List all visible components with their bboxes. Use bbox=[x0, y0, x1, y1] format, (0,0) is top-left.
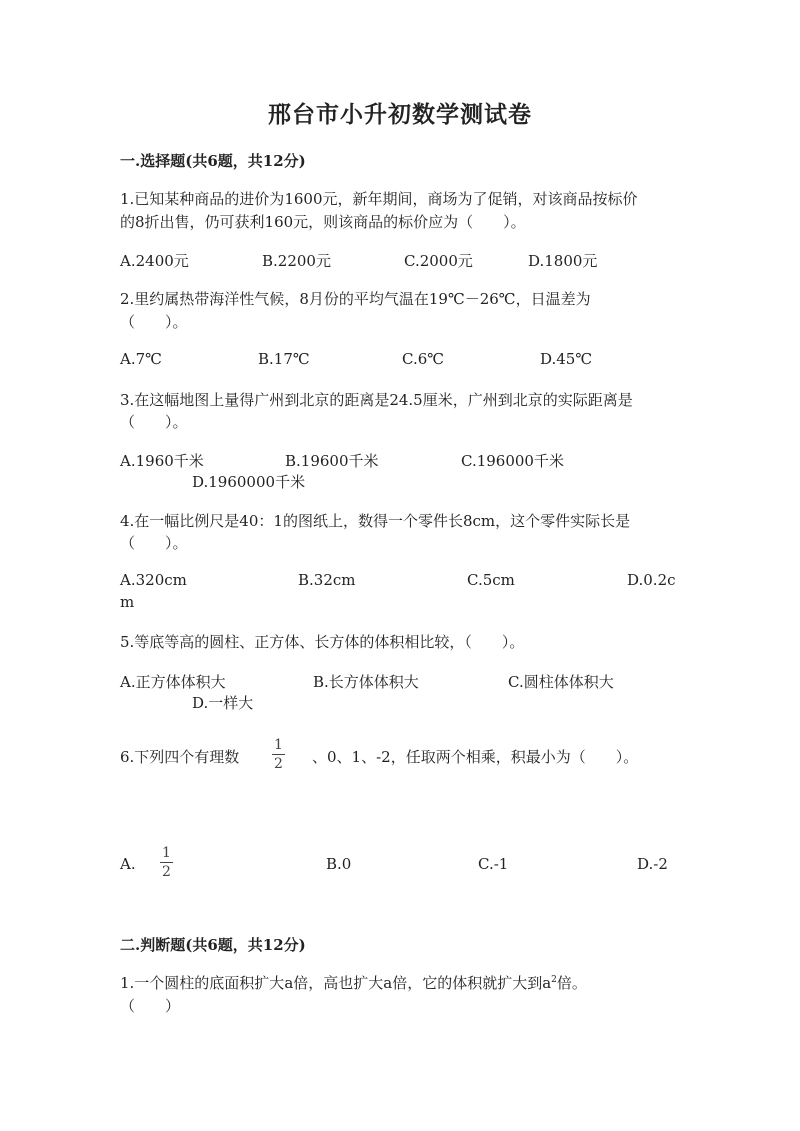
question-3-line-1: 3.在这幅地图上量得广州到北京的距离是24.5厘米，广州到北京的实际距离是 bbox=[120, 391, 633, 409]
question-4-option-c[interactable]: C.5cm bbox=[467, 571, 515, 589]
question-1-option-b[interactable]: B.2200元 bbox=[262, 252, 331, 270]
section-heading-judge: 二.判断题(共6题，共12分) bbox=[120, 936, 306, 954]
question-6-option-a[interactable]: A. bbox=[120, 855, 136, 873]
section-heading-choice: 一.选择题(共6题，共12分) bbox=[120, 152, 306, 170]
question-6-option-d[interactable]: D.-2 bbox=[637, 855, 668, 873]
question-5-line-1: 5.等底等高的圆柱、正方体、长方体的体积相比较，（ ）。 bbox=[120, 633, 525, 651]
question-6-line-2: 、0、1、-2，任取两个相乘，积最小为（ ）。 bbox=[312, 748, 639, 766]
question-2-line-2: （ ）。 bbox=[120, 313, 188, 331]
question-3-line-2: （ ）。 bbox=[120, 413, 188, 431]
question-6-option-b[interactable]: B.0 bbox=[326, 855, 352, 873]
question-1-option-d[interactable]: D.1800元 bbox=[528, 252, 598, 270]
question-4-line-2: （ ）。 bbox=[120, 534, 188, 552]
question-3-option-c[interactable]: C.196000千米 bbox=[461, 452, 564, 470]
question-4-line-1: 4.在一幅比例尺是40：1的图纸上，数得一个零件长8cm，这个零件实际长是 bbox=[120, 512, 631, 530]
fraction-numerator: 1 bbox=[162, 845, 171, 861]
question-4-option-d[interactable]: D.0.2c bbox=[627, 571, 676, 589]
judge-1-line-1 bbox=[120, 972, 587, 993]
question-6-line-1: 6.下列四个有理数 bbox=[120, 748, 240, 766]
question-3-option-a[interactable]: A.1960千米 bbox=[120, 452, 204, 470]
question-2-option-c[interactable]: C.6℃ bbox=[402, 350, 445, 368]
fraction-one-half bbox=[272, 738, 285, 771]
question-3-option-b[interactable]: B.19600千米 bbox=[285, 452, 379, 470]
judge-1-superscript: 2 bbox=[551, 975, 557, 985]
question-3-option-d[interactable]: D.1960000千米 bbox=[192, 473, 306, 491]
question-1-line-1: 1.已知某种商品的进价为1600元，新年期间，商场为了促销，对该商品按标价 bbox=[120, 190, 638, 208]
question-4-option-d-wrap: m bbox=[120, 593, 135, 611]
option-a-fraction bbox=[160, 846, 173, 879]
question-1-option-c[interactable]: C.2000元 bbox=[404, 252, 473, 270]
question-5-option-b[interactable]: B.长方体体积大 bbox=[313, 673, 419, 691]
judge-1-text: 1.一个圆柱的底面积扩大a倍，高也扩大a倍，它的体积就扩大到a bbox=[120, 974, 552, 992]
question-5-option-c[interactable]: C.圆柱体体积大 bbox=[508, 673, 614, 691]
question-2-line-1: 2.里约属热带海洋性气候，8月份的平均气温在19℃－26℃，日温差为 bbox=[120, 290, 591, 308]
question-6-option-c[interactable]: C.-1 bbox=[478, 855, 509, 873]
fraction-denominator: 2 bbox=[162, 864, 171, 880]
judge-1-text-end: 倍。 bbox=[556, 974, 587, 992]
question-4-option-a[interactable]: A.320cm bbox=[120, 571, 187, 589]
fraction-denominator: 2 bbox=[274, 756, 283, 772]
question-4-option-b[interactable]: B.32cm bbox=[298, 571, 356, 589]
page-title: 邢台市小升初数学测试卷 bbox=[268, 101, 532, 128]
question-5-option-d[interactable]: D.一样大 bbox=[192, 694, 254, 712]
question-2-option-a[interactable]: A.7℃ bbox=[120, 350, 162, 368]
question-1-line-2: 的8折出售，仍可获利160元，则该商品的标价应为（ ）。 bbox=[120, 213, 526, 231]
question-5-option-a[interactable]: A.正方体体积大 bbox=[120, 673, 226, 691]
question-1-option-a[interactable]: A.2400元 bbox=[120, 252, 189, 270]
fraction-numerator: 1 bbox=[274, 737, 283, 753]
judge-1-answer-blank[interactable]: （ ） bbox=[120, 997, 181, 1015]
question-2-option-d[interactable]: D.45℃ bbox=[540, 350, 593, 368]
question-2-option-b[interactable]: B.17℃ bbox=[258, 350, 310, 368]
